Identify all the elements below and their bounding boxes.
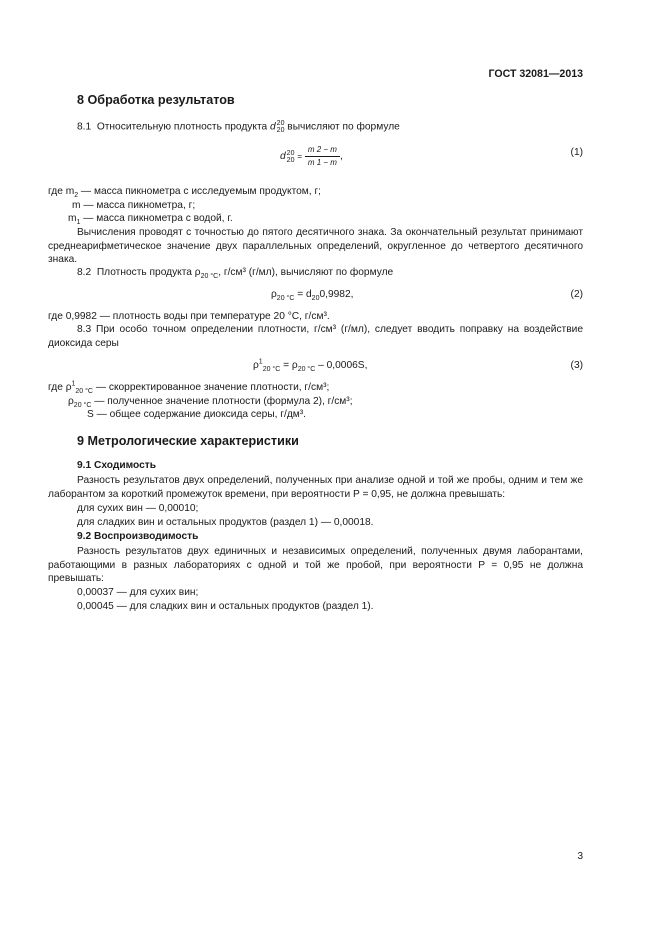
formula-1-number: (1) bbox=[570, 147, 583, 158]
formula-2: $\rho_{20 ^\circ С} = d_{20}0,9982$, bbox=[271, 289, 354, 303]
clause-9-2-title: 9.2 Воспроизводимость bbox=[77, 531, 199, 542]
clause-8-3: 8.3 При особо точном определении плотности, г/см³ (г/мл), следует вводить поправку на воздействие диоксида серы bbox=[48, 324, 583, 349]
density-symbol: d bbox=[270, 121, 276, 133]
formula-1-lhs: d bbox=[280, 151, 286, 163]
section-8-title: 8 Обработка результатов bbox=[77, 93, 235, 107]
clause-9-1-title: 9.1 Сходимость bbox=[77, 460, 156, 471]
where-m: m — масса пикнометра, г; bbox=[72, 200, 196, 211]
formula-1 bbox=[280, 145, 343, 168]
where-rho-corrected: где $\rho^1_{20 ^\circ С}$ — скорректированное значение плотности, г/см³; bbox=[48, 380, 330, 396]
calculation-note: Вычисления проводят с точностью до пятого десятичного знака. За окончательный результат принимают среднеарифметическое значение двух параллельных определений, округленное до четвертого десятичного знака. bbox=[48, 227, 583, 266]
page-number: 3 bbox=[577, 851, 583, 862]
formula-3: $\rho^1_{20 ^\circ С} = \rho_{20 ^\circ С} - 0,0006S$, bbox=[253, 358, 368, 374]
where-rho: $\rho_{20 ^\circ С}$ — полученное значение плотности (формула 2), г/см³; bbox=[68, 396, 353, 410]
formula-1-equals: = bbox=[297, 152, 302, 162]
where-s: S — общее содержание диоксида серы, г/дм³. bbox=[87, 409, 307, 420]
clause-9-1-text: Разность результатов двух определений, полученных при анализе одной и той же пробы, одним и тем же лаборантом за короткий промежуток времени, при вероятности P = 0,95, не должна превышать: bbox=[48, 475, 583, 500]
formula-1-numerator: m 2 − m bbox=[305, 145, 340, 157]
clause-9-2-dry: 0,00037 — для сухих вин; bbox=[77, 587, 199, 598]
clause-9-1-sweet: для сладких вин и остальных продуктов (раздел 1) — 0,00018. bbox=[77, 517, 374, 528]
where-water: где 0,9982 — плотность воды при температуре 20 °С, г/см³. bbox=[48, 311, 330, 322]
clause-9-1-dry: для сухих вин — 0,00010; bbox=[77, 503, 199, 514]
formula-1-denominator: m 1 − m bbox=[307, 158, 337, 167]
document-id: ГОСТ 32081—2013 bbox=[488, 68, 583, 80]
clause-8-2: 8.2 Плотность продукта $\rho_{20 ^\circ С}$, г/см³ (г/мл), вычисляют по формуле bbox=[77, 267, 394, 281]
clause-8-1-text: Относительную плотность продукта bbox=[96, 121, 270, 133]
formula-1-comma: , bbox=[339, 151, 343, 163]
clause-9-2-text: Разность результатов двух единичных и независимых определений, полученных двумя лаборантами, работающими в разных лабораториях с одной и той же пробой, при вероятности P = 0,95 не должна превышать: bbox=[48, 546, 583, 585]
where-m1: $m_1$ — масса пикнометра с водой, г. bbox=[68, 213, 233, 227]
section-9-title: 9 Метрологические характеристики bbox=[77, 434, 299, 448]
clause-8-1 bbox=[77, 120, 400, 134]
formula-1-fraction bbox=[305, 145, 340, 168]
clause-9-2-sweet: 0,00045 — для сладких вин и остальных продуктов (раздел 1). bbox=[77, 601, 374, 612]
density-indices: 20 20 bbox=[276, 120, 285, 134]
where-m2: где $m_2$ — масса пикнометра с исследуемым продуктом, г; bbox=[48, 186, 322, 200]
formula-3-number: (3) bbox=[570, 360, 583, 371]
formula-1-indices: 20 20 bbox=[286, 149, 295, 164]
clause-8-1-number: 8.1 bbox=[77, 121, 92, 133]
clause-8-1-tail: вычисляют по формуле bbox=[284, 121, 400, 133]
formula-2-number: (2) bbox=[570, 289, 583, 300]
